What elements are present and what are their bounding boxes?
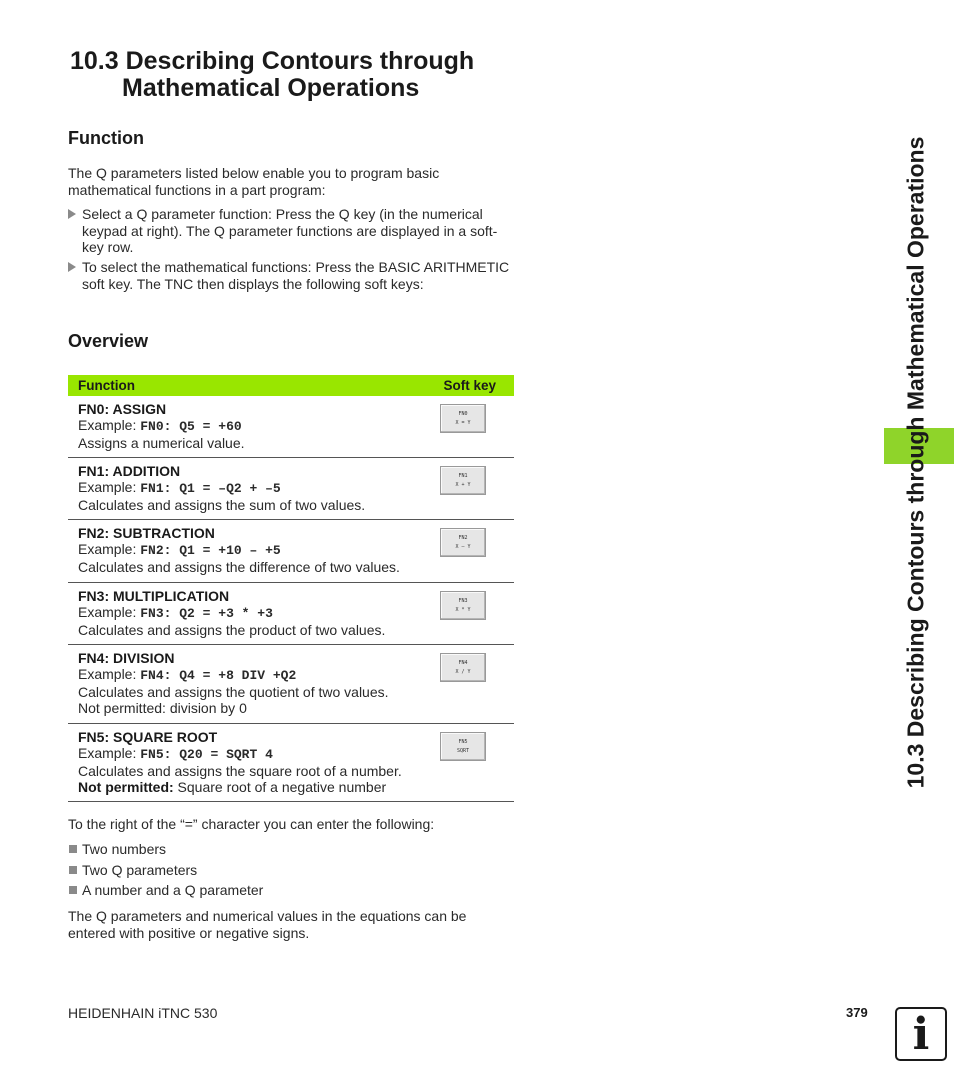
function-description: Calculates and assigns the product of two values. xyxy=(78,622,386,638)
softkey-label-top: FN2 xyxy=(458,534,468,541)
example-label: Example: xyxy=(78,541,141,557)
square-bullet-icon xyxy=(69,886,77,894)
function-intro: The Q parameters listed below enable you to program basic mathematical functions in a part program: xyxy=(68,165,440,198)
list-item xyxy=(68,841,513,857)
list-item xyxy=(68,862,513,878)
table-row xyxy=(68,724,514,802)
example-code: FN4: Q4 = +8 DIV +Q2 xyxy=(140,668,297,683)
function-description: Calculates and assigns the square root of a number. xyxy=(78,763,402,779)
table-row xyxy=(68,458,514,520)
softkey-button xyxy=(440,466,486,495)
chapter-title xyxy=(70,48,474,102)
list-item xyxy=(68,882,513,898)
example-code: FN1: Q1 = –Q2 + –5 xyxy=(140,481,281,496)
example-label: Example: xyxy=(78,604,141,620)
softkey-label-bottom: X = Y xyxy=(455,419,471,426)
softkey-label-bottom: X * Y xyxy=(455,606,471,613)
function-name: FN2: SUBTRACTION xyxy=(78,525,215,541)
chapter-title-line2: Mathematical Operations xyxy=(122,74,420,102)
overview-heading: Overview xyxy=(68,331,149,351)
square-bullet-icon xyxy=(69,845,77,853)
table-row xyxy=(68,583,514,645)
column-header-function: Function xyxy=(78,378,135,393)
triangle-bullet-icon xyxy=(68,209,76,219)
softkey-label-bottom: SQRT xyxy=(456,747,470,754)
function-name: FN5: SQUARE ROOT xyxy=(78,729,218,745)
example-label: Example: xyxy=(78,479,141,495)
footer-product: HEIDENHAIN iTNC 530 xyxy=(68,1005,218,1021)
page-number: 379 xyxy=(846,1005,868,1020)
example-label: Example: xyxy=(78,417,141,433)
step-item xyxy=(68,206,513,256)
table-row xyxy=(68,520,514,583)
closing-paragraph: The Q parameters and numerical values in the equations can be entered with positive or negative signs. xyxy=(68,908,467,941)
softkey-button xyxy=(440,732,486,761)
function-name: FN3: MULTIPLICATION xyxy=(78,588,230,604)
softkey-label-bottom: X – Y xyxy=(455,543,471,550)
softkey-label-top: FN4 xyxy=(458,659,468,666)
example-label: Example: xyxy=(78,666,141,682)
chapter-title-line1: 10.3 Describing Contours through xyxy=(70,47,475,75)
note-text: Square root of a negative number xyxy=(173,779,387,795)
softkey-button xyxy=(440,591,486,620)
function-note xyxy=(78,779,514,795)
example-code: FN5: Q20 = SQRT 4 xyxy=(140,747,273,762)
table-header xyxy=(68,375,514,396)
overview-table xyxy=(68,375,514,802)
function-note xyxy=(78,700,514,716)
equals-intro: To the right of the “=” character you can enter the following: xyxy=(68,816,435,832)
example-label: Example: xyxy=(78,745,141,761)
triangle-bullet-icon xyxy=(68,262,76,272)
note-text: Not permitted: division by 0 xyxy=(78,700,247,716)
function-description: Calculates and assigns the difference of two values. xyxy=(78,559,400,575)
info-icon: i xyxy=(895,1007,947,1061)
table-row xyxy=(68,396,514,458)
step-text: To select the mathematical functions: Press the BASIC ARITHMETIC soft key. The TNC then displays the following soft keys: xyxy=(82,259,510,292)
step-text: Select a Q parameter function: Press the Q key (in the numerical keypad at right). The Q parameter functions are displayed in a soft-key row. xyxy=(82,206,498,255)
table-body xyxy=(68,396,514,802)
column-header-softkey: Soft key xyxy=(443,378,496,393)
example-code: FN0: Q5 = +60 xyxy=(140,419,242,434)
softkey-button xyxy=(440,653,486,682)
note-label: Not permitted: xyxy=(78,779,174,795)
softkey-label-top: FN0 xyxy=(458,410,468,417)
function-name: FN0: ASSIGN xyxy=(78,401,167,417)
softkey-label-top: FN5 xyxy=(458,738,468,745)
example-code: FN3: Q2 = +3 * +3 xyxy=(140,606,273,621)
softkey-label-bottom: X / Y xyxy=(455,668,471,675)
list-item-text: Two Q parameters xyxy=(82,862,198,878)
side-running-title-text: 10.3 Describing Contours through Mathematical Operations xyxy=(902,136,929,788)
function-description: Calculates and assigns the quotient of two values. xyxy=(78,684,389,700)
list-item-text: A number and a Q parameter xyxy=(82,882,264,898)
softkey-label-top: FN3 xyxy=(458,597,468,604)
softkey-label-bottom: X + Y xyxy=(455,481,471,488)
list-item-text: Two numbers xyxy=(82,841,167,857)
softkey-button xyxy=(440,528,486,557)
softkey-label-top: FN1 xyxy=(458,472,468,479)
function-description: Calculates and assigns the sum of two values. xyxy=(78,497,366,513)
softkey-button xyxy=(440,404,486,433)
function-name: FN4: DIVISION xyxy=(78,650,175,666)
square-bullet-icon xyxy=(69,866,77,874)
function-name: FN1: ADDITION xyxy=(78,463,181,479)
function-heading: Function xyxy=(68,128,144,148)
step-item xyxy=(68,259,513,292)
function-description: Assigns a numerical value. xyxy=(78,435,245,451)
example-code: FN2: Q1 = +10 – +5 xyxy=(140,543,281,558)
table-row xyxy=(68,645,514,724)
side-running-title xyxy=(893,42,939,882)
